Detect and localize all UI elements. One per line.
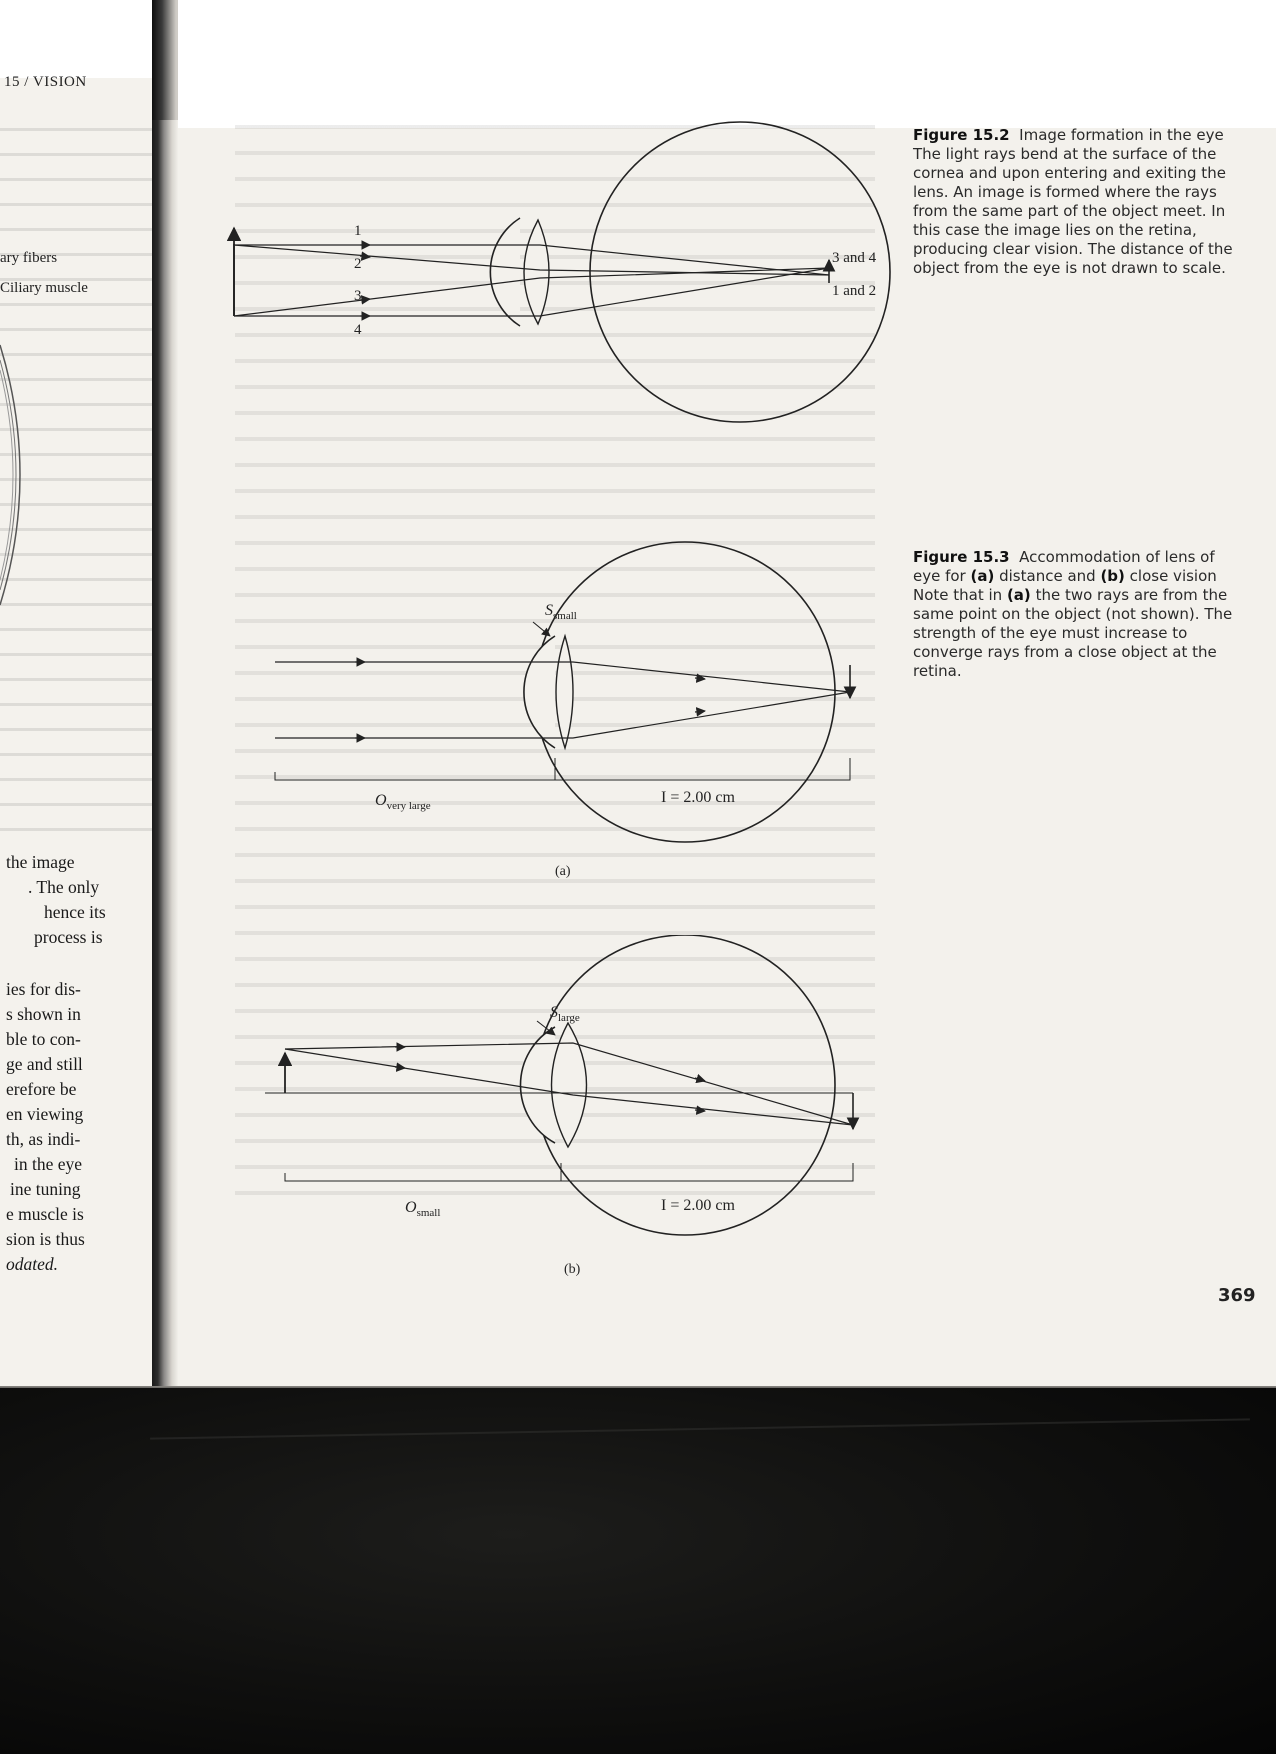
figure-15-3a-diagram	[255, 540, 895, 890]
left-eye-diagram-fragment	[0, 300, 60, 650]
body-line: ge and still	[6, 1054, 83, 1074]
caption-label: Figure 15.2	[913, 126, 1010, 144]
caption-text: Accommodation of lens of eye for	[913, 548, 1215, 585]
caption-ref: (a)	[970, 567, 995, 585]
object-distance-label: $O_{small}$	[405, 1199, 441, 1219]
page-number: 369	[1218, 1285, 1256, 1306]
body-line: ies for dis-	[6, 979, 81, 999]
caption-text: Image formation in the eye The light rays bend at the surface of the cornea and upon entering and exiting the lens. An image is formed where the rays from the same part of the object meet. In this case the image lies on the retina, producing clear vision. The distance of the object from the eye is not drawn to scale.	[913, 126, 1233, 277]
body-line: e muscle is	[6, 1204, 84, 1224]
body-line: odated.	[6, 1254, 59, 1274]
lens-strength-label: $S_{small}$	[545, 602, 577, 622]
lens-strength-label: $S_{large}$	[550, 1004, 580, 1024]
body-line: ble to con-	[6, 1029, 81, 1049]
lens	[524, 220, 549, 324]
image-label-3-and-4: 3 and 4	[832, 250, 877, 266]
distance-braces	[275, 758, 850, 780]
book-gutter	[152, 0, 178, 1390]
cornea	[524, 636, 555, 748]
lens-pointer	[533, 622, 550, 636]
lens	[552, 1023, 587, 1147]
figure-15-2-diagram	[220, 120, 910, 440]
label-ciliary-fibers: ary fibers	[0, 250, 58, 266]
ray-label-3: 3	[354, 288, 362, 304]
lens	[556, 636, 573, 748]
body-line: hence its	[44, 902, 106, 922]
cornea	[490, 218, 520, 326]
panel-label-b: (b)	[564, 1262, 581, 1277]
body-line: th, as indi-	[6, 1129, 81, 1149]
body-line: en viewing	[6, 1104, 84, 1124]
scan-blank-corner	[0, 0, 152, 78]
body-line: process is	[34, 927, 103, 947]
body-line: ine tuning	[10, 1179, 81, 1199]
object-distance-label: $O_{very large}$	[375, 792, 431, 812]
image-label-1-and-2: 1 and 2	[832, 283, 877, 299]
body-line: in the eye	[14, 1154, 83, 1174]
distance-braces	[285, 1163, 853, 1181]
figure-15-3b-diagram	[255, 935, 895, 1280]
scanner-bed	[0, 1388, 1276, 1754]
body-line: sion is thus	[6, 1229, 85, 1249]
figure-15-2-caption	[913, 126, 1243, 278]
caption-ref: (b)	[1100, 567, 1125, 585]
label-ciliary-muscle: Ciliary muscle	[0, 280, 88, 296]
body-line: s shown in	[6, 1004, 81, 1024]
ray-label-2: 2	[354, 256, 362, 272]
caption-ref: (a)	[1006, 586, 1031, 604]
body-line: erefore be	[6, 1079, 77, 1099]
caption-text: the two rays are from the same point on the object (not shown). The strength of the eye must increase to converge rays from a close object at the retina.	[913, 586, 1233, 680]
left-page-header: 15 / VISION	[4, 74, 87, 90]
body-line: . The only	[28, 877, 100, 897]
caption-label: Figure 15.3	[913, 548, 1010, 566]
figure-15-3-caption	[913, 548, 1243, 681]
caption-text: close vision Note that in	[913, 567, 1217, 604]
ray-label-1: 1	[354, 223, 362, 239]
image-distance-label: I = 2.00 cm	[661, 1197, 735, 1214]
caption-text: distance and	[994, 567, 1101, 585]
book-gutter-shadow	[152, 0, 178, 120]
ray-label-4: 4	[354, 322, 362, 338]
body-line: the image	[6, 852, 75, 872]
panel-label-a: (a)	[555, 864, 571, 879]
image-distance-label: I = 2.00 cm	[661, 789, 735, 806]
